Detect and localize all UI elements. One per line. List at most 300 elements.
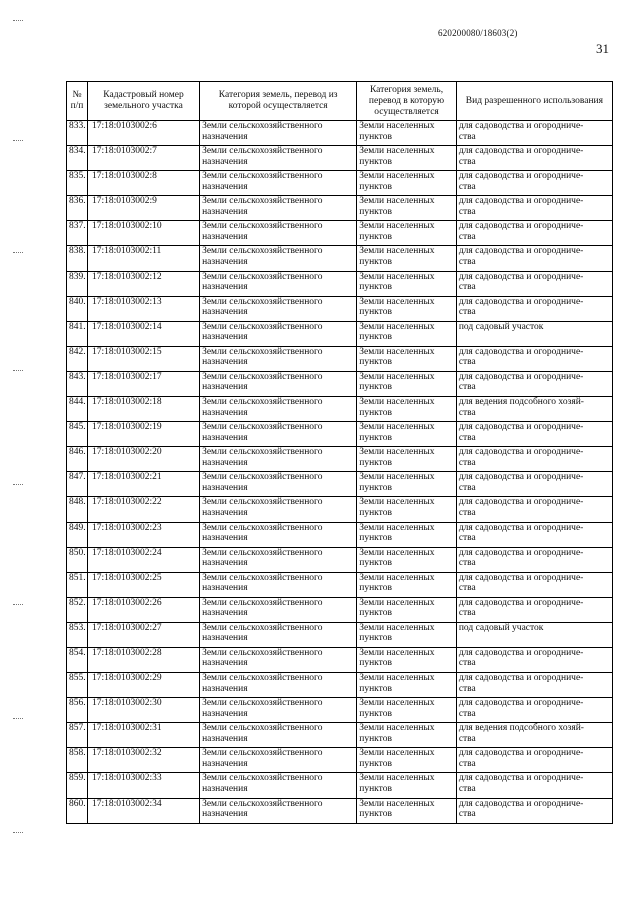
category-to-line2: пунктов [359,658,392,669]
category-from-line1: Земли сельскохозяйственного [202,422,323,433]
cadastral-number: 17:18:0103002:22 [87,497,199,522]
category-from-line2: назначения [202,131,248,142]
permitted-use [456,422,612,447]
permitted-use-line2: ства [458,658,476,669]
category-to-line2: пунктов [359,809,392,820]
cadastral-number: 17:18:0103002:17 [87,371,199,396]
category-from-line1: Земли сельскохозяйственного [202,221,323,232]
permitted-use [456,221,612,246]
category-to-line2: пунктов [359,608,392,619]
category-from-line2: назначения [202,181,248,192]
permitted-use [456,723,612,748]
table-row [67,647,613,672]
row-number: 844. [67,397,88,422]
category-to [357,447,457,472]
row-number: 839. [67,271,88,296]
category-to-line1: Земли населенных [359,773,435,784]
category-to-line1: Земли населенных [359,221,435,232]
cadastral-number: 17:18:0103002:24 [87,547,199,572]
margin-mark [13,20,23,23]
category-to [357,371,457,396]
category-from [200,321,357,346]
category-from-line2: назначения [202,583,248,594]
permitted-use-line2: ства [458,181,476,192]
category-to-line2: пунктов [359,633,392,644]
table-row [67,748,613,773]
category-from [200,146,357,171]
permitted-use [456,346,612,371]
category-from-line2: назначения [202,633,248,644]
category-to-line1: Земли населенных [359,246,435,257]
permitted-use-line1: для садоводства и огородниче- [458,221,584,232]
permitted-use-line2: ства [458,457,476,468]
land-register-table [66,81,613,824]
category-to [357,472,457,497]
category-to-line1: Земли населенных [359,622,435,633]
category-to-line2: пунктов [359,332,392,343]
permitted-use-line1: для садоводства и огородниче- [458,748,584,759]
document-id: 620200080/18603(2) [438,28,518,38]
category-from [200,346,357,371]
category-from-line2: назначения [202,457,248,468]
category-from-line1: Земли сельскохозяйственного [202,597,323,608]
category-to-line1: Земли населенных [359,321,435,332]
table-row [67,422,613,447]
row-number: 834. [67,146,88,171]
permitted-use-line1: для садоводства и огородниче- [458,447,584,458]
category-to-line2: пунктов [359,407,392,418]
table-row [67,296,613,321]
category-from-line1: Земли сельскохозяйственного [202,271,323,282]
category-from [200,472,357,497]
permitted-use-line1: для садоводства и огородниче- [458,673,584,684]
category-from-line2: назначения [202,231,248,242]
category-to-line2: пунктов [359,533,392,543]
category-from-line1: Земли сельскохозяйственного [202,773,323,784]
permitted-use-line1: для садоводства и огородниче- [458,121,584,131]
category-to-line2: пунктов [359,733,392,744]
permitted-use [456,773,612,798]
category-to-line1: Земли населенных [359,271,435,282]
category-from [200,723,357,748]
row-number: 835. [67,171,88,196]
permitted-use-line1: для садоводства и огородниче- [458,296,584,307]
category-from-line1: Земли сельскохозяйственного [202,647,323,658]
category-from [200,246,357,271]
category-from-line2: назначения [202,809,248,820]
category-from-line1: Земли сельскохозяйственного [202,196,323,207]
category-from-line1: Земли сельскохозяйственного [202,146,323,157]
permitted-use [456,798,612,823]
category-from-line1: Земли сельскохозяйственного [202,121,323,131]
permitted-use-line2: ства [458,432,476,443]
category-from [200,647,357,672]
table-row [67,171,613,196]
permitted-use-line2: ства [458,809,476,820]
table-row [67,196,613,221]
category-from-line2: назначения [202,432,248,443]
cadastral-number: 17:18:0103002:29 [87,673,199,698]
permitted-use-line2: ства [458,357,476,368]
table-row [67,698,613,723]
permitted-use-line1: для садоводства и огородниче- [458,246,584,257]
category-to [357,271,457,296]
cadastral-number: 17:18:0103002:20 [87,447,199,472]
category-from-line2: назначения [202,407,248,418]
cadastral-number: 17:18:0103002:30 [87,698,199,723]
permitted-use-line2: ства [458,282,476,293]
header-permitted-use: Вид разрешенного использования [456,82,612,121]
category-from-line2: назначения [202,783,248,794]
category-from-line2: назначения [202,533,248,543]
table-row [67,346,613,371]
category-from-line1: Земли сельскохозяйственного [202,171,323,182]
category-to-line2: пунктов [359,206,392,217]
margin-mark [13,140,23,143]
category-to [357,246,457,271]
header-cadastral-number: Кадастровый номер земельного участка [87,82,199,121]
margin-mark [13,252,23,255]
category-to [357,572,457,597]
permitted-use [456,547,612,572]
category-from [200,296,357,321]
category-from-line2: назначения [202,482,248,493]
row-number: 859. [67,773,88,798]
header-number: № п/п [67,82,88,121]
permitted-use-line1: для садоводства и огородниче- [458,798,584,809]
margin-mark [13,484,23,487]
permitted-use-line1: для садоводства и огородниче- [458,773,584,784]
category-to-line1: Земли населенных [359,422,435,433]
category-from-line2: назначения [202,307,248,318]
category-to [357,522,457,547]
margin-mark [13,604,23,607]
category-to-line1: Земли населенных [359,748,435,759]
category-from-line1: Земли сельскохозяйственного [202,522,323,533]
table-row [67,597,613,622]
cadastral-number: 17:18:0103002:31 [87,723,199,748]
row-number: 842. [67,346,88,371]
row-number: 841. [67,321,88,346]
cadastral-number: 17:18:0103002:33 [87,773,199,798]
table-row [67,723,613,748]
category-from-line1: Земли сельскохозяйственного [202,572,323,583]
permitted-use [456,673,612,698]
category-to-line2: пунктов [359,457,392,468]
category-from [200,171,357,196]
category-to [357,171,457,196]
category-to [357,422,457,447]
cadastral-number: 17:18:0103002:32 [87,748,199,773]
permitted-use-line2: ства [458,307,476,318]
category-from [200,522,357,547]
category-from-line2: назначения [202,758,248,769]
margin-mark [13,370,23,373]
permitted-use [456,698,612,723]
category-to [357,296,457,321]
permitted-use [456,171,612,196]
category-to-line2: пунктов [359,282,392,293]
row-number: 856. [67,698,88,723]
page-number: 31 [596,41,609,56]
category-to-line1: Земли населенных [359,597,435,608]
cadastral-number: 17:18:0103002:25 [87,572,199,597]
permitted-use [456,271,612,296]
row-number: 852. [67,597,88,622]
category-to [357,346,457,371]
row-number: 857. [67,723,88,748]
category-to-line1: Земли населенных [359,497,435,508]
category-from [200,497,357,522]
cadastral-number: 17:18:0103002:27 [87,622,199,647]
category-from [200,673,357,698]
category-from-line2: назначения [202,206,248,217]
permitted-use-line1: для садоводства и огородниче- [458,271,584,282]
table-row [67,371,613,396]
category-to-line2: пунктов [359,432,392,443]
category-to-line1: Земли населенных [359,146,435,157]
table-row [67,798,613,823]
permitted-use-line1: для садоводства и огородниче- [458,547,584,558]
table-row [67,622,613,647]
permitted-use-line1: для ведения подсобного хозяй- [458,397,584,408]
permitted-use-line2: ства [458,683,476,694]
category-from-line1: Земли сельскохозяйственного [202,371,323,382]
permitted-use-line1: для садоводства и огородниче- [458,522,584,533]
permitted-use-line1: для садоводства и огородниче- [458,371,584,382]
table-row [67,673,613,698]
category-from-line1: Земли сельскохозяйственного [202,673,323,684]
permitted-use-line1: для ведения подсобного хозяй- [458,723,584,734]
cadastral-number: 17:18:0103002:7 [87,146,199,171]
permitted-use-line1: для садоводства и огородниче- [458,346,584,357]
table-row [67,146,613,171]
permitted-use-line1: для садоводства и огородниче- [458,698,584,709]
permitted-use [456,321,612,346]
category-from-line1: Земли сельскохозяйственного [202,748,323,759]
permitted-use-line2: ства [458,733,476,744]
category-to-line1: Земли населенных [359,723,435,734]
cadastral-number: 17:18:0103002:23 [87,522,199,547]
category-to-line2: пунктов [359,231,392,242]
category-from-line1: Земли сельскохозяйственного [202,622,323,633]
cadastral-number: 17:18:0103002:12 [87,271,199,296]
category-from [200,597,357,622]
permitted-use-line2: ства [458,783,476,794]
cadastral-number: 17:18:0103002:19 [87,422,199,447]
category-from [200,447,357,472]
category-to-line2: пунктов [359,708,392,719]
table-row [67,121,613,146]
row-number: 845. [67,422,88,447]
row-number: 843. [67,371,88,396]
permitted-use [456,522,612,547]
permitted-use-line1: для садоводства и огородниче- [458,497,584,508]
row-number: 853. [67,622,88,647]
category-from-line2: назначения [202,357,248,368]
permitted-use [456,447,612,472]
category-from [200,572,357,597]
permitted-use [456,748,612,773]
category-to-line1: Земли населенных [359,572,435,583]
category-from-line2: назначения [202,256,248,267]
permitted-use [456,146,612,171]
cadastral-number: 17:18:0103002:8 [87,171,199,196]
category-to-line1: Земли населенных [359,121,435,131]
row-number: 854. [67,647,88,672]
table-row [67,497,613,522]
category-from-line1: Земли сельскохозяйственного [202,296,323,307]
category-from-line1: Земли сельскохозяйственного [202,547,323,558]
category-from-line1: Земли сельскохозяйственного [202,397,323,408]
category-from [200,773,357,798]
row-number: 837. [67,221,88,246]
category-to-line1: Земли населенных [359,798,435,809]
table-row [67,773,613,798]
table-row [67,572,613,597]
table-row [67,447,613,472]
cadastral-number: 17:18:0103002:11 [87,246,199,271]
category-to [357,221,457,246]
category-to [357,397,457,422]
category-from [200,271,357,296]
margin-mark [13,718,23,721]
category-to-line1: Земли населенных [359,346,435,357]
category-to-line1: Земли населенных [359,397,435,408]
cadastral-number: 17:18:0103002:26 [87,597,199,622]
category-to-line2: пунктов [359,758,392,769]
permitted-use [456,246,612,271]
category-from [200,121,357,146]
permitted-use-line2: ства [458,206,476,217]
category-from-line2: назначения [202,382,248,393]
cadastral-number: 17:18:0103002:21 [87,472,199,497]
table-row [67,547,613,572]
category-from-line1: Земли сельскохозяйственного [202,321,323,332]
cadastral-number: 17:18:0103002:13 [87,296,199,321]
category-to [357,497,457,522]
row-number: 833. [67,121,88,146]
row-number: 840. [67,296,88,321]
table-row [67,472,613,497]
category-from-line2: назначения [202,683,248,694]
row-number: 849. [67,522,88,547]
table-header-row [67,82,613,121]
category-to-line1: Земли населенных [359,522,435,533]
permitted-use-line1: для садоводства и огородниче- [458,171,584,182]
category-from-line1: Земли сельскохозяйственного [202,698,323,709]
cadastral-number: 17:18:0103002:34 [87,798,199,823]
category-from-line2: назначения [202,282,248,293]
permitted-use [456,622,612,647]
permitted-use [456,472,612,497]
category-from [200,748,357,773]
category-to-line2: пунктов [359,507,392,518]
category-from [200,397,357,422]
permitted-use-line2: ства [458,131,476,142]
category-from-line1: Земли сельскохозяйственного [202,246,323,257]
row-number: 836. [67,196,88,221]
category-from-line2: назначения [202,708,248,719]
cadastral-number: 17:18:0103002:6 [87,121,199,146]
margin-mark [13,832,23,835]
permitted-use [456,196,612,221]
cadastral-number: 17:18:0103002:18 [87,397,199,422]
permitted-use-line2: ства [458,583,476,594]
category-to [357,647,457,672]
table-row [67,246,613,271]
row-number: 846. [67,447,88,472]
category-to [357,121,457,146]
category-from-line2: назначения [202,733,248,744]
category-from-line1: Земли сельскохозяйственного [202,723,323,734]
header-category-from: Категория земель, перевод из которой осуществляется [200,82,357,121]
category-to [357,622,457,647]
permitted-use-line2: ства [458,231,476,242]
permitted-use-line2: ства [458,608,476,619]
row-number: 858. [67,748,88,773]
category-to-line1: Земли населенных [359,698,435,709]
table-row [67,271,613,296]
row-number: 848. [67,497,88,522]
category-to [357,146,457,171]
category-to-line1: Земли населенных [359,647,435,658]
category-to-line2: пунктов [359,256,392,267]
category-to-line2: пунктов [359,181,392,192]
permitted-use-line2: ства [458,558,476,569]
category-from [200,547,357,572]
category-from [200,196,357,221]
permitted-use-line2: ства [458,256,476,267]
category-from-line1: Земли сельскохозяйственного [202,798,323,809]
category-to [357,597,457,622]
header-category-to: Категория земель, перевод в которую осуществляется [357,82,457,121]
category-to-line2: пунктов [359,482,392,493]
category-from [200,371,357,396]
category-to-line1: Земли населенных [359,472,435,483]
row-number: 851. [67,572,88,597]
permitted-use [456,572,612,597]
category-to [357,698,457,723]
category-to [357,798,457,823]
category-to [357,547,457,572]
permitted-use-line2: ства [458,708,476,719]
table-row [67,397,613,422]
cadastral-number: 17:18:0103002:15 [87,346,199,371]
category-from-line1: Земли сельскохозяйственного [202,497,323,508]
category-from [200,798,357,823]
permitted-use-line1: для садоводства и огородниче- [458,572,584,583]
category-from-line1: Земли сельскохозяйственного [202,472,323,483]
category-to-line2: пунктов [359,156,392,167]
table-body [67,121,613,824]
category-to [357,196,457,221]
permitted-use-line1: под садовый участок [458,622,544,633]
category-to-line2: пунктов [359,783,392,794]
category-from [200,221,357,246]
permitted-use [456,497,612,522]
permitted-use-line1: под садовый участок [458,321,544,332]
category-from-line2: назначения [202,507,248,518]
category-to-line2: пунктов [359,131,392,142]
category-to-line2: пунктов [359,357,392,368]
category-to [357,673,457,698]
permitted-use-line1: для садоводства и огородниче- [458,422,584,433]
cadastral-number: 17:18:0103002:9 [87,196,199,221]
permitted-use-line1: для садоводства и огородниче- [458,196,584,207]
cadastral-number: 17:18:0103002:28 [87,647,199,672]
permitted-use-line2: ства [458,533,476,543]
